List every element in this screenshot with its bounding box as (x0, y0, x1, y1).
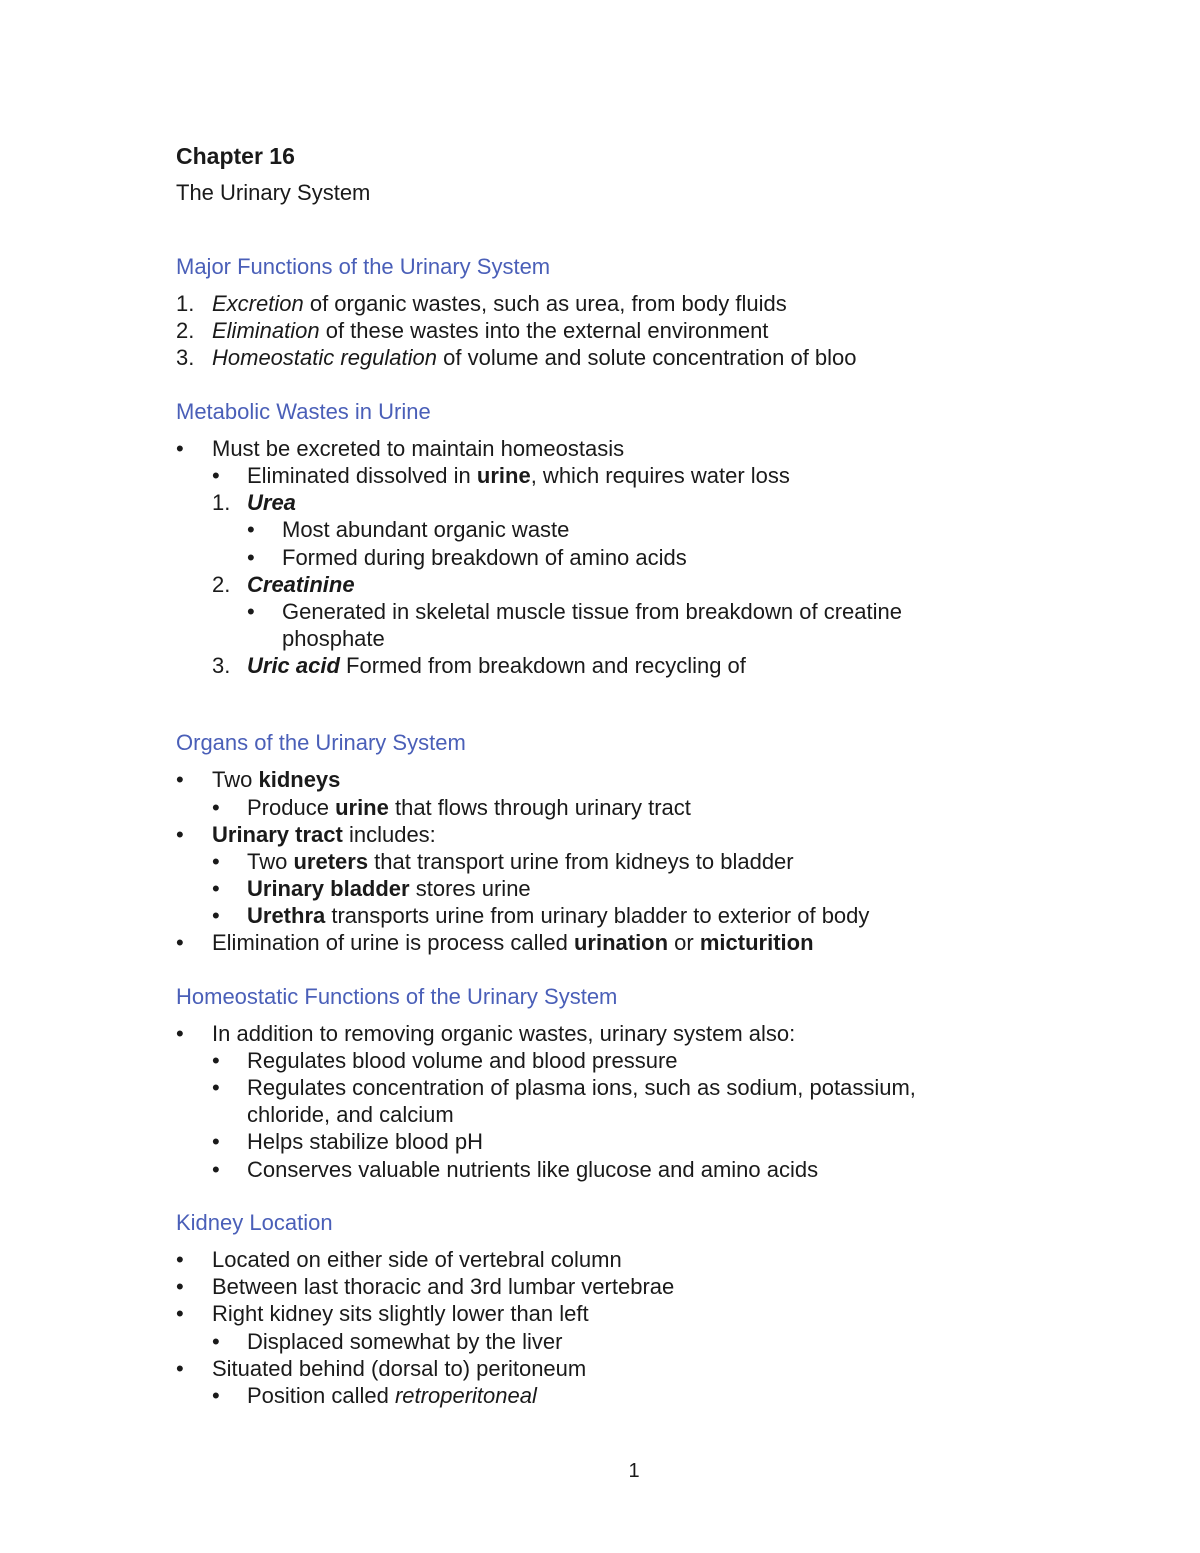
bullet-icon: • (176, 1301, 184, 1326)
item-text: includes: (342, 822, 436, 847)
list-item (176, 767, 341, 793)
list-item (212, 1048, 678, 1074)
item-text: of organic wastes, such as urea, from body fluids (303, 291, 787, 316)
bold-term: micturition (699, 930, 814, 955)
list-item (247, 545, 687, 571)
emphasis-text: Excretion (212, 291, 304, 316)
list-item (247, 599, 902, 625)
bullet-icon: • (212, 1157, 220, 1182)
section-heading-major-functions: Major Functions of the Urinary System (176, 254, 551, 279)
item-text: Elimination of urine is process called (212, 930, 574, 955)
bullet-icon: • (212, 876, 220, 901)
list-number: 1. (212, 490, 231, 515)
list-item (212, 1075, 916, 1101)
bullet-icon: • (212, 1075, 220, 1100)
item-text: Eliminated dissolved in (247, 463, 477, 488)
item-text: Formed during breakdown of amino acids (282, 545, 687, 570)
list-item (176, 930, 814, 956)
item-text: Regulates blood volume and blood pressure (247, 1048, 678, 1073)
item-text: Helps stabilize blood pH (247, 1129, 484, 1154)
item-text: transports urine from urinary bladder to exterior of body (325, 903, 870, 928)
bold-term: kidneys (258, 767, 341, 792)
list-item (212, 1383, 537, 1409)
page-number: 1 (628, 1460, 640, 1482)
item-text: or (668, 930, 700, 955)
list-item (176, 345, 857, 371)
list-number: 1. (176, 291, 195, 316)
list-number: 3. (176, 345, 195, 370)
item-text: Produce (247, 795, 336, 820)
list-item (212, 1129, 484, 1155)
bold-term: Urinary tract (212, 822, 343, 847)
bullet-icon: • (212, 903, 220, 928)
bullet-icon: • (212, 795, 220, 820)
bullet-icon: • (176, 767, 184, 792)
item-text: Right kidney sits slightly lower than left (212, 1301, 589, 1326)
item-text: Position called (247, 1383, 395, 1408)
section-heading-metabolic-wastes: Metabolic Wastes in Urine (176, 399, 431, 424)
list-item (176, 1356, 587, 1382)
item-text: Displaced somewhat by the liver (247, 1329, 563, 1354)
list-item (212, 876, 531, 902)
bullet-icon: • (176, 436, 184, 461)
bullet-icon: • (176, 1356, 184, 1381)
bold-term: urination (573, 930, 669, 955)
item-text: stores urine (409, 876, 531, 901)
chapter-subtitle: The Urinary System (176, 180, 371, 205)
list-number: 3. (212, 653, 231, 678)
list-item (176, 1274, 675, 1300)
item-text: Located on either side of vertebral column (212, 1247, 622, 1272)
item-text: Between last thoracic and 3rd lumbar vertebrae (212, 1274, 675, 1299)
list-item (176, 822, 436, 848)
list-item (212, 903, 870, 929)
section-heading-homeostatic: Homeostatic Functions of the Urinary System (176, 984, 618, 1009)
item-text: of volume and solute concentration of bloo (437, 345, 857, 370)
bold-term: Creatinine (247, 572, 355, 597)
item-text: Conserves valuable nutrients like glucose and amino acids (247, 1157, 819, 1182)
bullet-icon: • (212, 1129, 220, 1154)
list-item (247, 517, 570, 543)
bullet-icon: • (176, 1274, 184, 1299)
list-item (212, 490, 296, 516)
emphasis-text: retroperitoneal (394, 1383, 537, 1408)
list-item (176, 436, 625, 462)
bullet-icon: • (212, 1383, 220, 1408)
item-text: Regulates concentration of plasma ions, such as sodium, potassium, (247, 1075, 916, 1100)
list-item (212, 463, 790, 489)
bold-term: Urea (247, 490, 296, 515)
section-heading-organs: Organs of the Urinary System (176, 730, 466, 755)
item-text: that transport urine from kidneys to bladder (368, 849, 794, 874)
list-item (212, 572, 355, 598)
item-text-continued: chloride, and calcium (247, 1102, 454, 1127)
emphasis-text: Homeostatic regulation (212, 345, 438, 370)
item-text: that flows through urinary tract (388, 795, 691, 820)
bold-term: Uric acid (247, 653, 340, 678)
list-item (212, 849, 794, 875)
item-text: Formed from breakdown and recycling of (339, 653, 746, 678)
section-heading-kidney-location: Kidney Location (176, 1210, 333, 1235)
bullet-icon: • (212, 1329, 220, 1354)
bold-term: urine (335, 795, 389, 820)
item-text: , which requires water loss (530, 463, 790, 488)
list-item (176, 291, 787, 317)
bullet-icon: • (212, 463, 220, 488)
list-number: 2. (176, 318, 195, 343)
bullet-icon: • (212, 849, 220, 874)
list-item (212, 1329, 563, 1355)
list-number: 2. (212, 572, 231, 597)
bold-term: ureters (293, 849, 369, 874)
item-text-continued: phosphate (282, 626, 385, 651)
item-text: Situated behind (dorsal to) peritoneum (212, 1356, 587, 1381)
list-item (212, 795, 691, 821)
item-text: of these wastes into the external environment (319, 318, 769, 343)
emphasis-text: Elimination (212, 318, 320, 343)
list-item (176, 1301, 589, 1327)
bold-term: Urinary bladder (247, 876, 410, 901)
item-text: Generated in skeletal muscle tissue from breakdown of creatine (282, 599, 902, 624)
bullet-icon: • (176, 930, 184, 955)
bold-term: urine (476, 463, 531, 488)
item-text: Two (247, 849, 294, 874)
bullet-icon: • (176, 1247, 184, 1272)
list-item (212, 1157, 819, 1183)
bullet-icon: • (176, 1021, 184, 1046)
item-text: In addition to removing organic wastes, urinary system also: (212, 1021, 796, 1046)
list-item (176, 1247, 622, 1273)
list-item (176, 1021, 796, 1047)
item-text: Must be excreted to maintain homeostasis (212, 436, 625, 461)
bullet-icon: • (247, 599, 255, 624)
item-text: Most abundant organic waste (282, 517, 570, 542)
bullet-icon: • (247, 517, 255, 542)
bullet-icon: • (212, 1048, 220, 1073)
list-item (176, 318, 769, 344)
bullet-icon: • (176, 822, 184, 847)
item-text: Two (212, 767, 259, 792)
bold-term: Urethra (247, 903, 326, 928)
chapter-title: Chapter 16 (176, 143, 295, 169)
list-item (212, 653, 746, 679)
bullet-icon: • (247, 545, 255, 570)
